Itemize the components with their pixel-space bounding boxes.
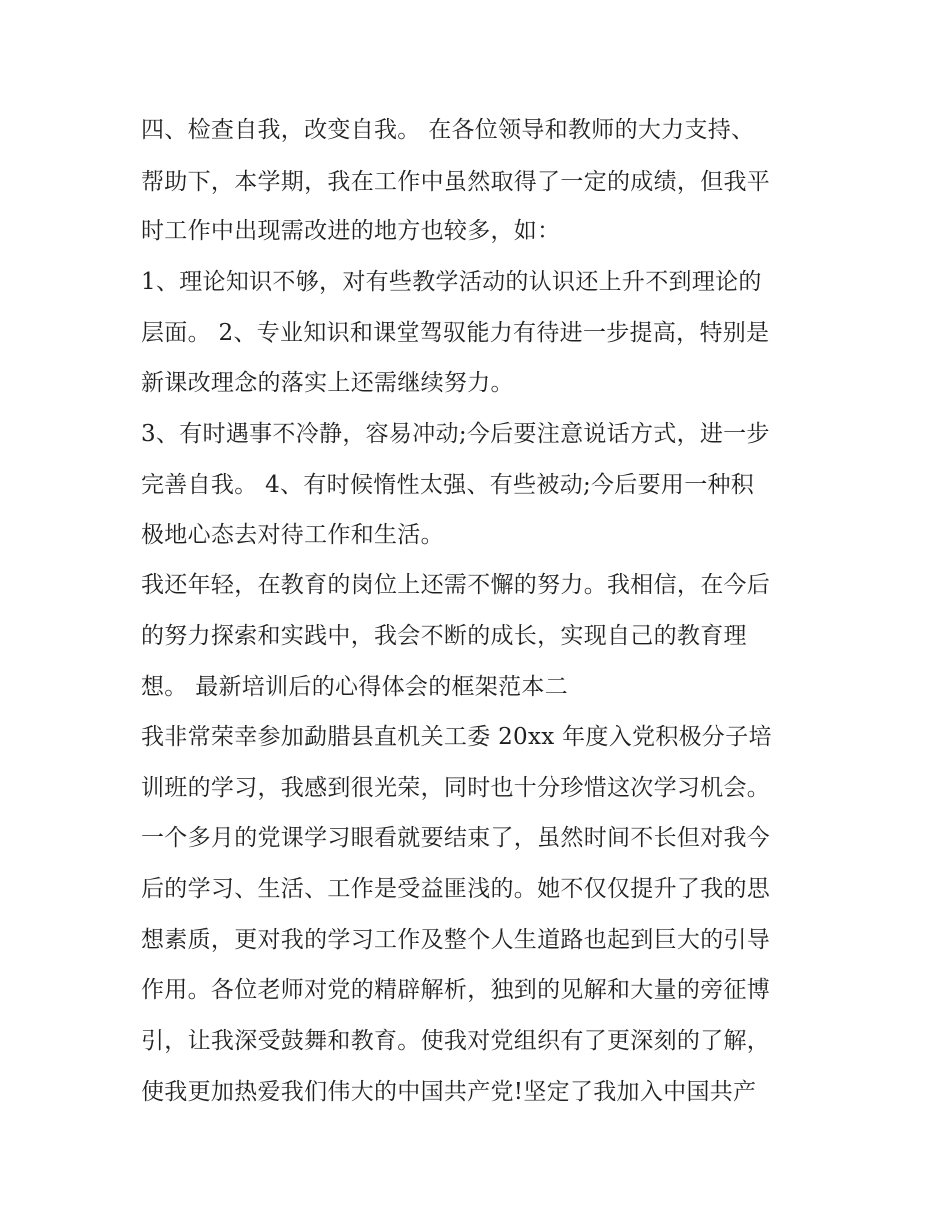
- text-line: 四、检查自我，改变自我。 在各位领导和教师的大力支持、: [141, 117, 755, 143]
- text-line: 想素质，更对我的学习工作及整个人生道路也起到巨大的引导: [141, 927, 771, 953]
- text-line: 新课改理念的落实上还需继续努力。: [141, 370, 514, 396]
- text-line: 3、有时遇事不冷静，容易冲动;今后要注意说话方式，进一步: [141, 421, 770, 447]
- text-line: 我非常荣幸参加勐腊县直机关工委 20xx 年度入党积极分子培: [141, 724, 772, 750]
- text-line: 极地心态去对待工作和生活。: [141, 522, 444, 548]
- text-line: 时工作中出现需改进的地方也较多，如：: [141, 218, 561, 244]
- text-line: 使我更加热爱我们伟大的中国共产党!坚定了我加入中国共产: [141, 1079, 757, 1105]
- text-line: 训班的学习，我感到很光荣，同时也十分珍惜这次学习机会。: [141, 775, 771, 801]
- text-line: 完善自我。 4、有时候惰性太强、有些被动;今后要用一种积: [141, 472, 755, 498]
- text-line: 引，让我深受鼓舞和教育。使我对党组织有了更深刻的了解，: [141, 1028, 771, 1054]
- text-line: 作用。各位老师对党的精辟解析，独到的见解和大量的旁征博: [141, 977, 771, 1003]
- text-line: 1、理论知识不够，对有些教学活动的认识还上升不到理论的: [141, 269, 762, 295]
- text-line: 我还年轻，在教育的岗位上还需不懈的努力。我相信，在今后: [141, 572, 771, 598]
- text-line: 一个多月的党课学习眼看就要结束了，虽然时间不长但对我今: [141, 825, 771, 851]
- text-line: 层面。 2、专业知识和课堂驾驭能力有待进一步提高，特别是: [141, 320, 770, 346]
- text-line: 后的学习、生活、工作是受益匪浅的。她不仅仅提升了我的思: [141, 876, 771, 902]
- text-line: 想。 最新培训后的心得体会的框架范本二: [141, 674, 569, 700]
- text-line: 的努力探索和实践中，我会不断的成长，实现自己的教育理: [141, 623, 747, 649]
- text-line: 帮助下，本学期，我在工作中虽然取得了一定的成绩，但我平: [141, 169, 771, 195]
